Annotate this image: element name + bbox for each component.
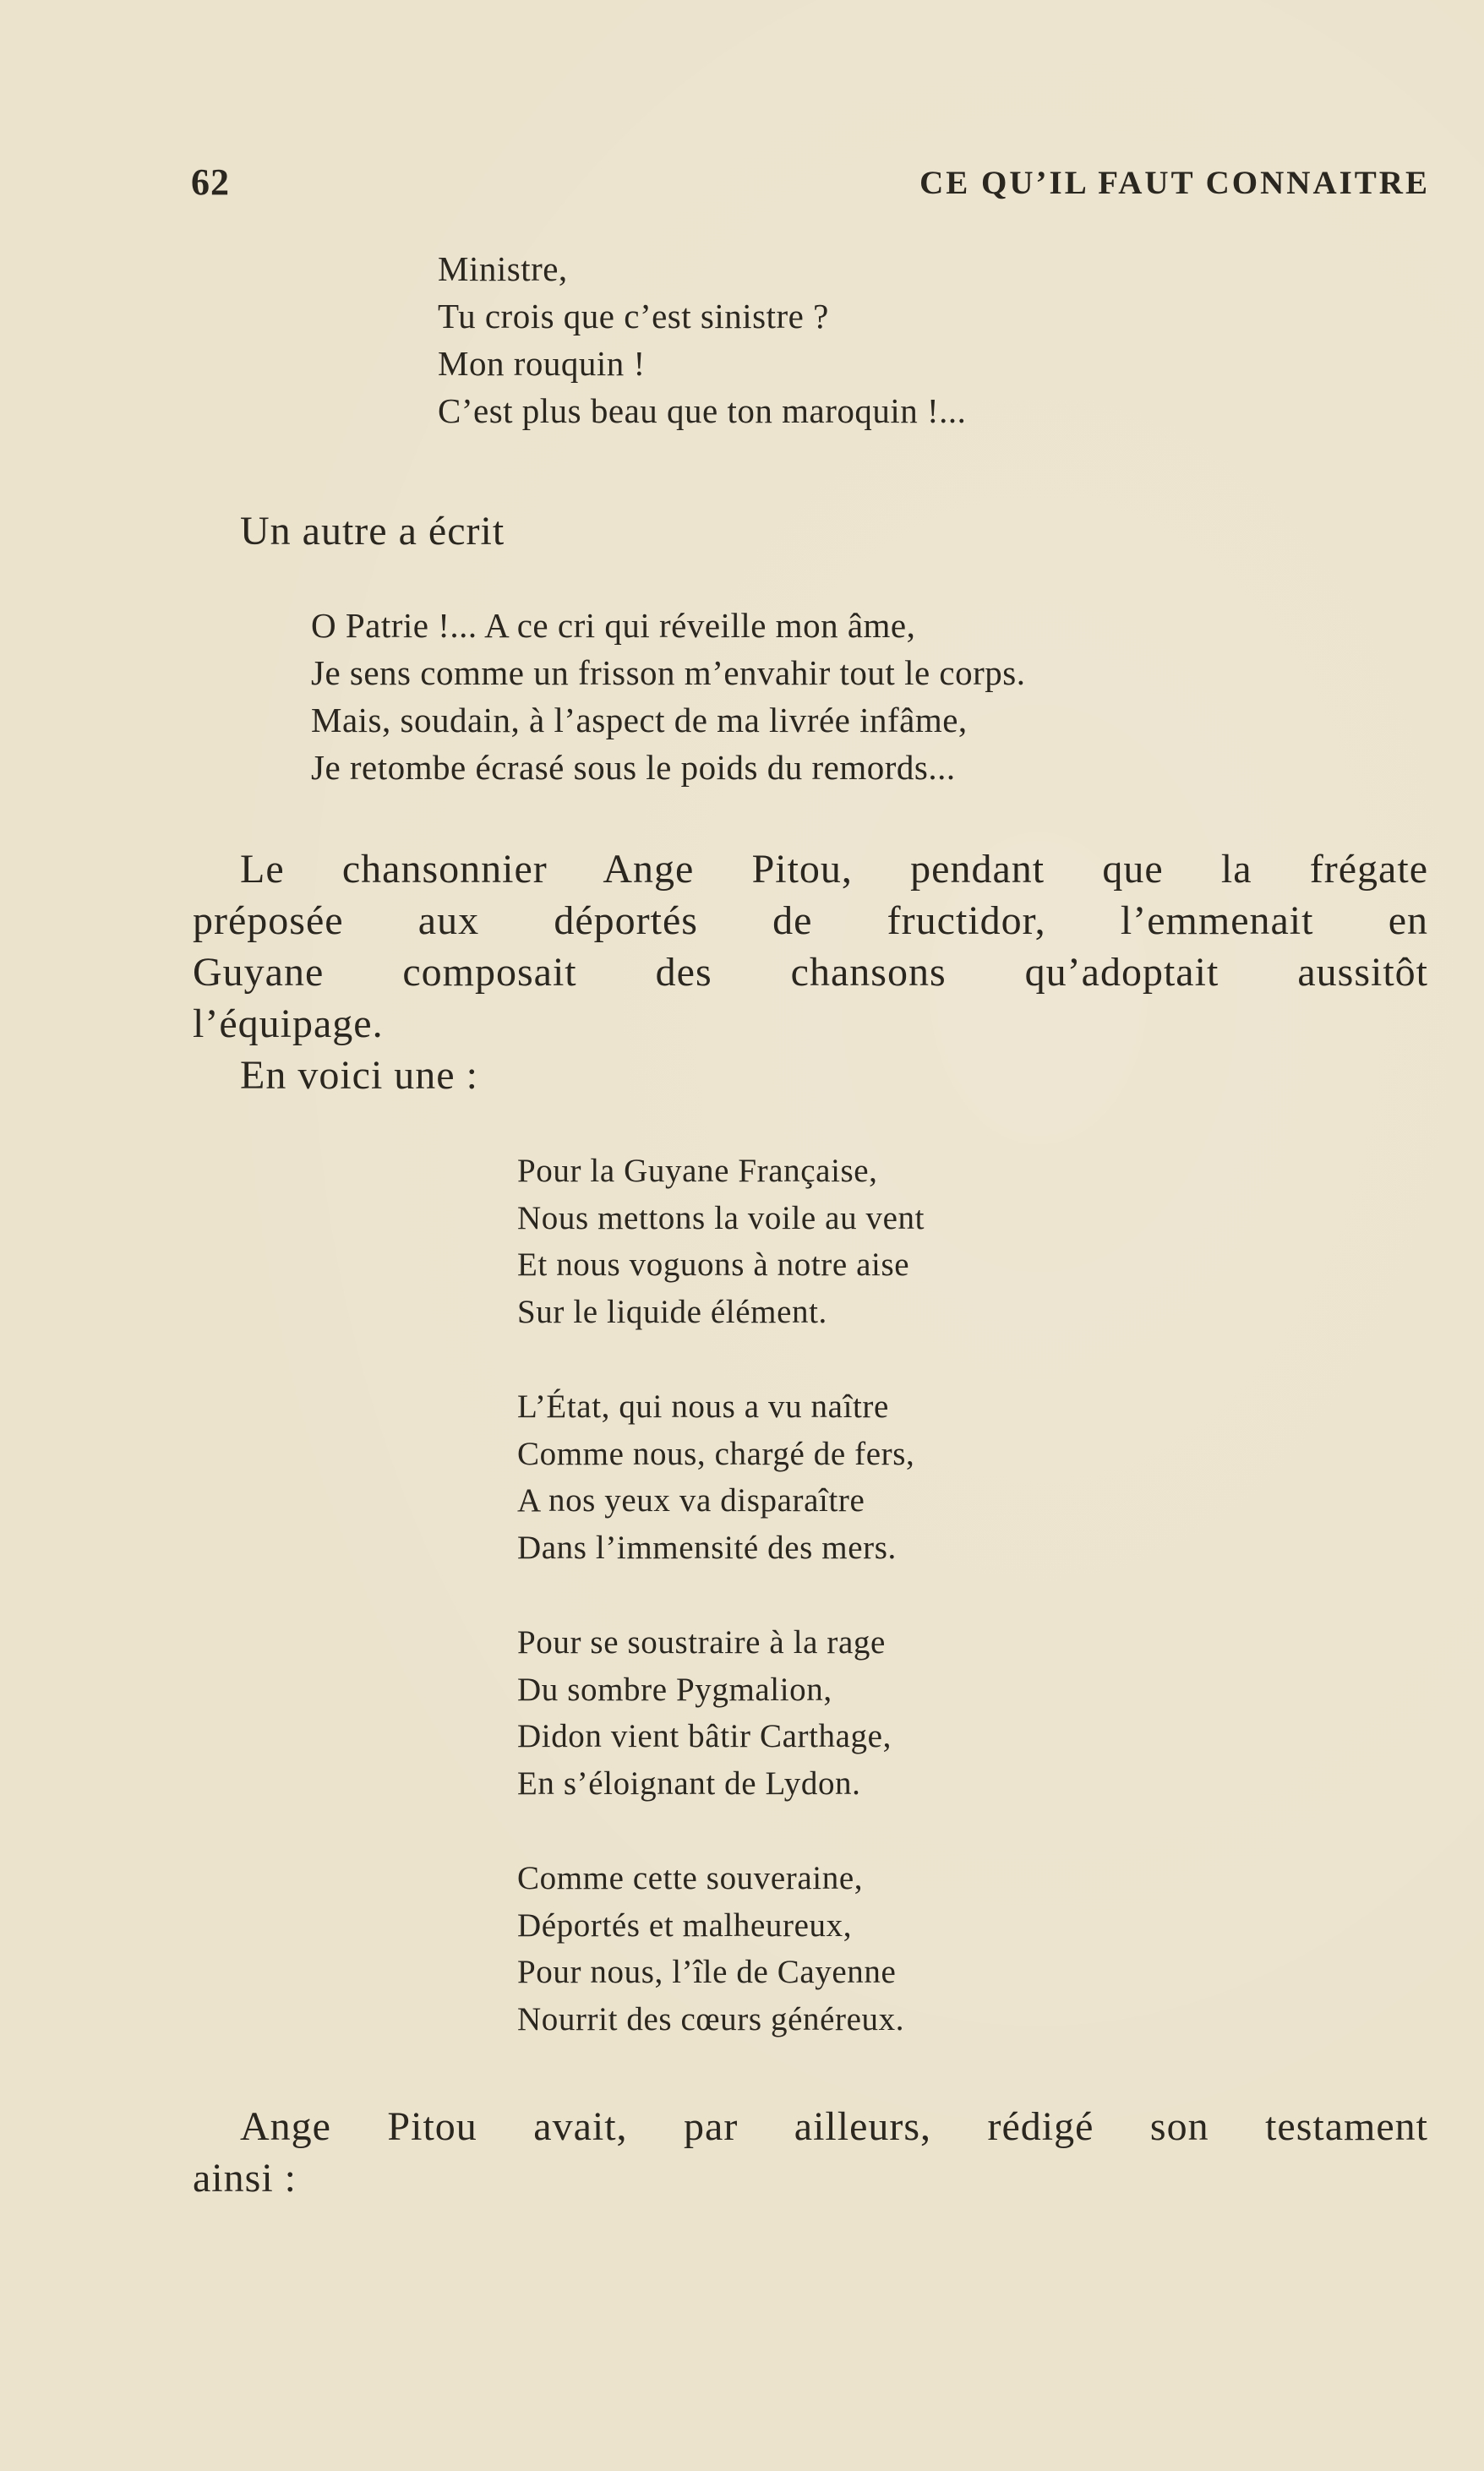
song-line: Nous mettons la voile au vent	[517, 1199, 925, 1236]
prose-line: préposée aux déportés de fructidor, l’emmenait en	[193, 898, 1428, 943]
song-line: Didon vient bâtir Carthage,	[517, 1718, 892, 1754]
prose-line: Ange Pitou avait, par ailleurs, rédigé son testament	[240, 2104, 1428, 2149]
song-stanza	[517, 1383, 925, 1571]
song-line: Pour la Guyane Française,	[517, 1153, 878, 1189]
song-line: L’État, qui nous a vu naître	[517, 1388, 889, 1425]
paragraph-chansonnier	[193, 843, 1428, 1101]
song-line: A nos yeux va disparaître	[517, 1482, 865, 1519]
verse-line: Mon rouquin !	[438, 344, 646, 383]
prose-line: l’équipage.	[193, 1001, 384, 1046]
song-line: Pour nous, l’île de Cayenne	[517, 1954, 897, 1990]
song-line: Déportés et malheureux,	[517, 1906, 853, 1944]
song-line: Dans l’immensité des mers.	[517, 1529, 897, 1566]
verse-line: Tu crois que c’est sinistre ?	[438, 297, 829, 335]
verse-line: Ministre,	[438, 249, 568, 288]
song-line: Sur le liquide élément.	[517, 1293, 827, 1330]
prose-line: Le chansonnier Ange Pitou, pendant que la frégate	[240, 847, 1428, 892]
prose-line: Un autre a écrit	[240, 509, 505, 554]
prose-line: Guyane composait des chansons qu’adoptait aussitôt	[193, 950, 1428, 995]
song-line: Et nous voguons à notre aise	[517, 1246, 910, 1283]
song-line: Du sombre Pygmalion,	[517, 1671, 832, 1708]
running-head	[191, 159, 1430, 210]
verse-line: C’est plus beau que ton maroquin !...	[438, 391, 967, 430]
verse-patrie	[311, 602, 1025, 791]
song-line: Pour se soustraire à la rage	[517, 1624, 886, 1661]
song-guyane	[517, 1148, 925, 2043]
verse-ministre	[438, 245, 966, 434]
verse-line: Mais, soudain, à l’aspect de ma livrée infâme,	[311, 701, 968, 739]
verse-line: Je retombe écrasé sous le poids du remords...	[311, 748, 956, 787]
song-line: Comme cette souveraine,	[517, 1860, 864, 1896]
prose-line: En voici une :	[240, 1053, 478, 1098]
song-stanza	[517, 1148, 925, 1335]
verse-line: O Patrie !... A ce cri qui réveille mon âme,	[311, 606, 916, 645]
intro-autre	[240, 505, 505, 557]
song-stanza	[517, 1855, 925, 2043]
page-number: 62	[191, 161, 230, 203]
song-stanza	[517, 1619, 925, 1807]
running-title: CE QU’IL FAUT CONNAITRE	[919, 165, 1430, 201]
song-line: Comme nous, chargé de fers,	[517, 1435, 915, 1472]
song-line: Nourrit des cœurs généreux.	[517, 2000, 905, 2037]
song-line: En s’éloignant de Lydon.	[517, 1765, 861, 1802]
prose-line: ainsi :	[193, 2156, 297, 2201]
verse-line: Je sens comme un frisson m’envahir tout le corps.	[311, 653, 1026, 692]
paragraph-testament	[193, 2101, 1428, 2204]
